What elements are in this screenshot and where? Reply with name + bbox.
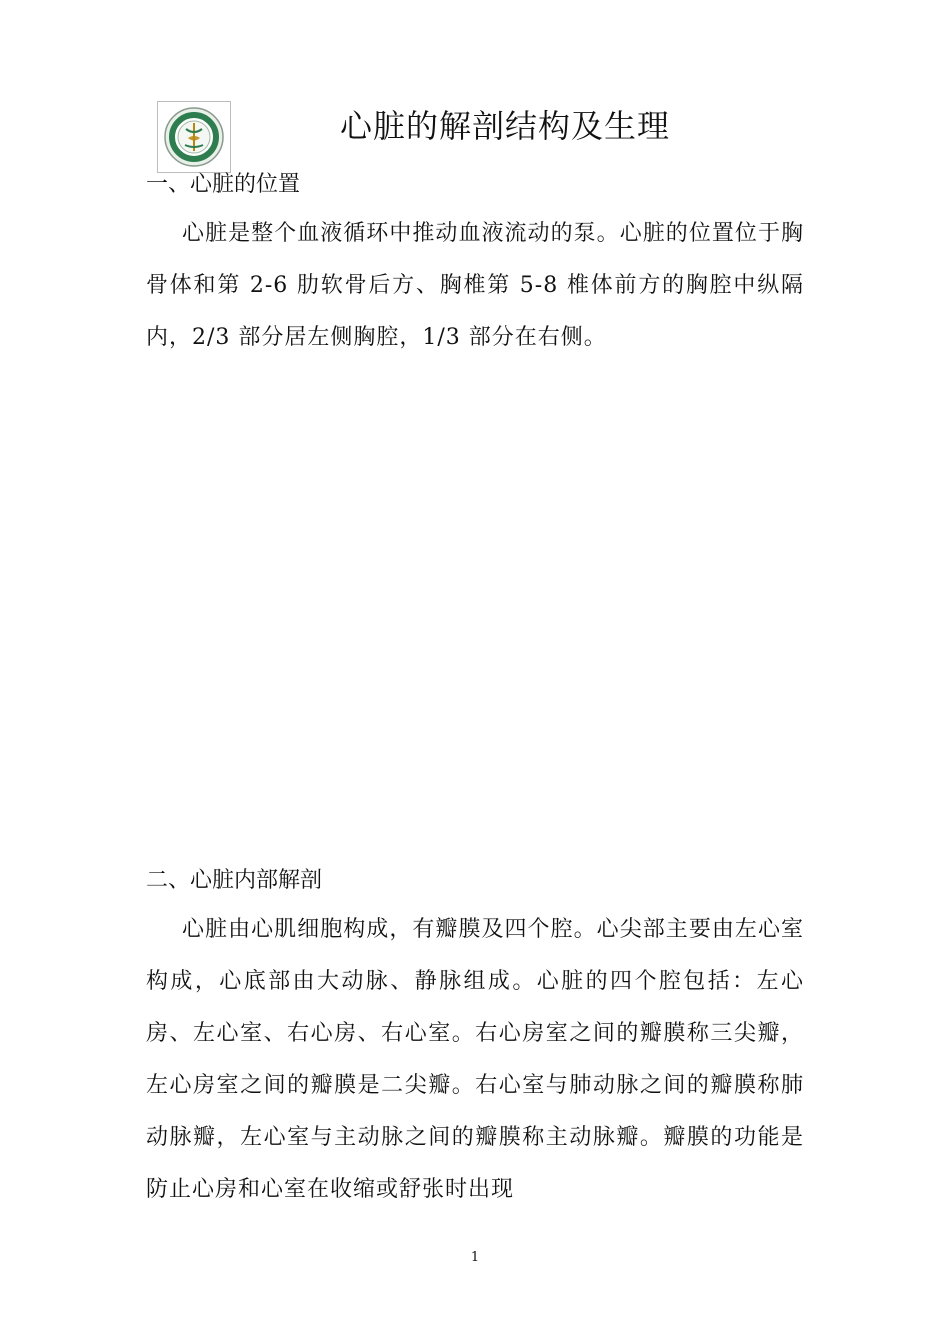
paragraph-line: 左心室构成，心底部由大动脉、静脉组成。心脏的四个腔包: [146, 917, 804, 994]
section-heading-position: 一、心脏的位置: [146, 172, 301, 197]
paragraph-line: 括：左心房、左心室、右心房、右心室。右心房室之间的瓣: [146, 969, 804, 1046]
paragraph-line: 脉之间的瓣膜称肺动脉瓣，左心室与主动脉之间的瓣膜称主: [146, 1073, 804, 1150]
paragraph-line: 位于胸骨体和第 2-6 肋软骨后方、胸椎第 5-8 椎体前方的胸: [146, 221, 804, 298]
paragraph-line: 动脉瓣。瓣膜的功能是防止心房和心室在收缩或舒张时出现: [146, 1125, 804, 1202]
paragraph-line: 心脏由心肌细胞构成，有瓣膜及四个腔。心尖部主要由: [182, 917, 735, 942]
section-paragraph-position: [146, 208, 804, 364]
paragraph-line: 膜称三尖瓣，左心房室之间的瓣膜是二尖瓣。右心室与肺动: [146, 1021, 804, 1098]
section-paragraph-anatomy: [146, 904, 804, 1216]
paragraph-line: 心脏是整个血液循环中推动血液流动的泵。心脏的位置: [182, 221, 735, 246]
page-number: 1: [470, 1250, 480, 1265]
document-title: 心脏的解剖结构及生理: [339, 107, 670, 145]
paragraph-line: 腔中纵隔内，2/3 部分居左侧胸腔，1/3 部分在右侧。: [146, 273, 804, 350]
section-heading-anatomy: 二、心脏内部解剖: [146, 868, 323, 893]
